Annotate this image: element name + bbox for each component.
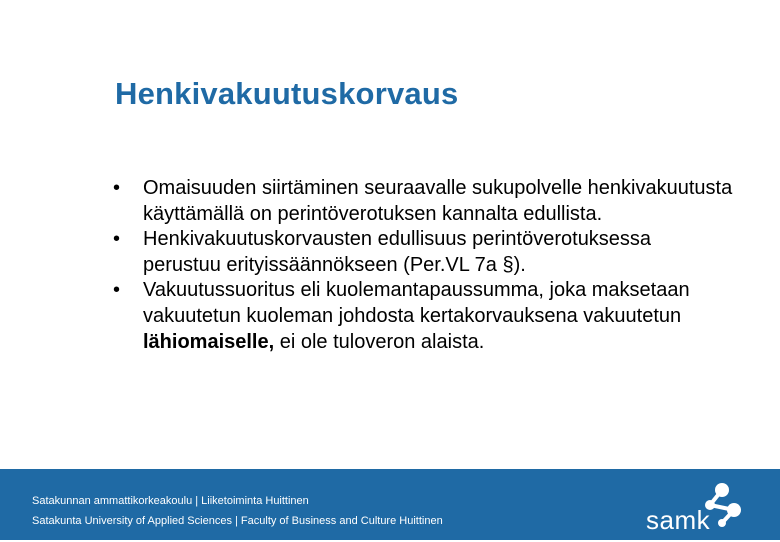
- bullet-item: [113, 227, 733, 278]
- footer-line-finnish: Satakunnan ammattikorkeakoulu | Liiketoiminta Huittinen: [32, 495, 309, 507]
- bullet-text: Henkivakuutuskorvausten edullisuus perintöverotuksessa perustuu erityissäännökseen (Per.VL 7a §).: [143, 228, 652, 276]
- footer-line-english: Satakunta University of Applied Sciences | Faculty of Business and Culture Huittinen: [32, 515, 443, 527]
- bullet-item: [113, 176, 733, 227]
- samk-logo: [640, 479, 750, 537]
- bullet-dot: •: [113, 177, 121, 199]
- logo-wordmark: samk: [646, 505, 711, 535]
- bullet-text-bold: lähiomaiselle,: [143, 330, 275, 353]
- slide-title: Henkivakuutuskorvaus: [115, 76, 459, 111]
- bullet-dot: •: [113, 228, 121, 251]
- bullet-dot: •: [113, 279, 121, 302]
- bullet-list: [113, 176, 733, 355]
- bullet-text-before: Vakuutussuoritus eli kuolemantapaussumma, joka maksetaan vakuutetun kuoleman johdosta kertakorvauksena vakuutetun: [143, 279, 690, 327]
- footer-bar: [0, 469, 780, 540]
- bullet-text-after: ei ole tuloveron alaista.: [274, 330, 485, 353]
- bullet-text: Omaisuuden siirtäminen seuraavalle sukupolvelle henkivakuutusta käyttämällä on perintöverotuksen kannalta edullista.: [143, 177, 733, 225]
- bullet-item: [113, 278, 733, 355]
